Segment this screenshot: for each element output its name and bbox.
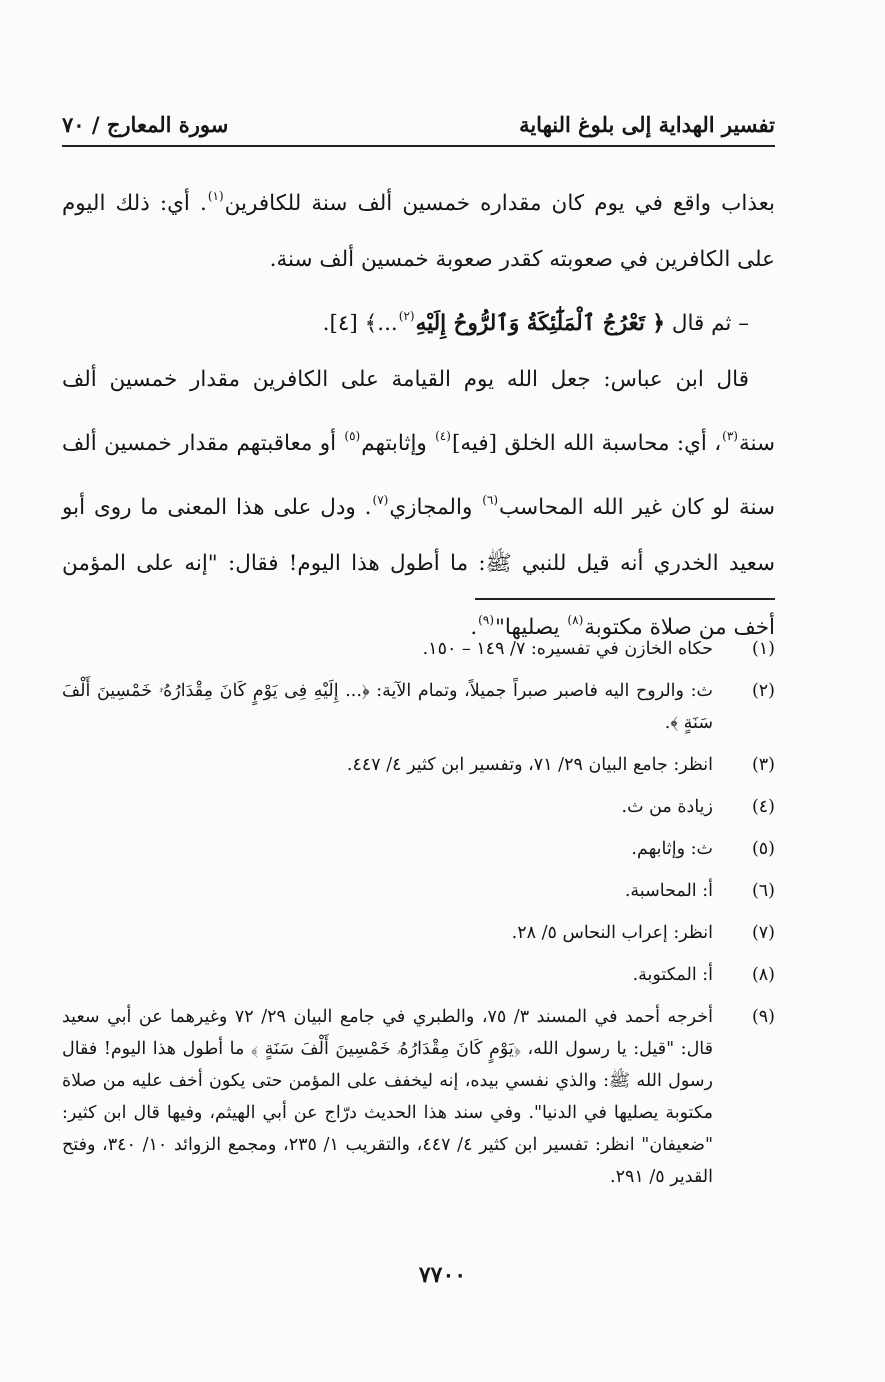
footnote-number: (١)	[751, 639, 775, 659]
paragraph-text: وإثابتهم	[361, 431, 435, 456]
footnotes-list	[62, 633, 775, 1203]
footnote-text: ث: وإثابهم.	[631, 839, 713, 859]
footnote-ref-5: (٥)	[344, 429, 361, 443]
footnote-separator	[475, 598, 775, 600]
footnote-item	[62, 749, 775, 781]
footnote-number: (٩)	[751, 1007, 775, 1027]
paragraph-text: ...﴾ [٤].	[322, 311, 398, 336]
footnote-text: انظر: جامع البيان ٢٩/ ٧١، وتفسير ابن كثير ٤/ ٤٤٧.	[346, 755, 713, 775]
footnote-text: حكاه الخازن في تفسيره: ٧/ ١٤٩ – ١٥٠.	[422, 639, 713, 659]
footnote-item	[62, 875, 775, 907]
footnote-ref-6: (٦)	[482, 493, 499, 507]
footnote-item	[62, 675, 775, 739]
paragraph-text: يصليها"	[495, 615, 567, 640]
paragraph-text: .	[470, 615, 478, 640]
paragraph-text: قال ابن عباس: جعل الله يوم القيامة على الكافرين مقدار خمسين ألف سنة	[62, 367, 775, 456]
footnote-item	[62, 917, 775, 949]
footnote-text: ث: والروح اليه فاصبر صبراً جميلاً، وتمام الآية: ﴿... إِلَيْهِ فِى يَوْمٍ كَانَ مِقْدَارُهُۥ خَمْسِينَ أَلْفَ سَنَةٍ ﴾.	[62, 681, 713, 733]
paragraph-text: بعذاب واقع في يوم كان مقداره خمسين ألف سنة للكافرين	[224, 191, 776, 216]
footnote-text: زيادة من ث.	[621, 797, 713, 817]
footnote-item	[62, 1001, 775, 1193]
footnote-item	[62, 791, 775, 823]
header-rule	[62, 145, 775, 147]
footnote-ref-2: (٢)	[398, 309, 415, 323]
footnote-item	[62, 959, 775, 991]
quran-verse: ﴿ تَعْرُجُ ٱلْمَلَٰٓئِكَةُ وَٱلرُّوحُ إِلَيْهِ	[415, 311, 665, 336]
page-number: ٧٧٠٠	[418, 1262, 467, 1288]
footnote-number: (٧)	[751, 923, 775, 943]
paragraph-text: . ودل على هذا المعنى ما روى أبو سعيد الخدري أنه قيل للنبي ﷺ: ما أطول هذا اليوم! فقال: "إنه على المؤمن أخف من صلاة مكتوبة	[62, 495, 775, 640]
footnote-ref-9: (٩)	[478, 613, 494, 627]
footnote-ref-7: (٧)	[372, 493, 389, 507]
footnote-item	[62, 633, 775, 665]
footnote-text: انظر: إعراب النحاس ٥/ ٢٨.	[511, 923, 713, 943]
footnote-number: (٦)	[751, 881, 775, 901]
paragraph-1	[62, 168, 775, 288]
footnote-ref-8: (٨)	[567, 613, 584, 627]
paragraph-text: أو معاقبتهم مقدار خمسين ألف سنة لو كان غير الله المحاسب	[62, 431, 775, 520]
paragraph-2	[62, 288, 775, 352]
footnote-ref-3: (٣)	[722, 429, 738, 443]
paragraph-text: والمجازي	[389, 495, 482, 520]
running-header	[62, 95, 775, 137]
paragraph-3	[62, 352, 775, 656]
header-book-title: تفسير الهداية إلى بلوغ النهاية	[519, 112, 775, 137]
footnote-number: (٤)	[751, 797, 775, 817]
footnote-item	[62, 833, 775, 865]
footnote-number: (٢)	[751, 681, 775, 701]
paragraph-text: ، أي: محاسبة الله الخلق [فيه]	[451, 431, 722, 456]
footnote-text: أ: المحاسبة.	[624, 881, 713, 901]
footnote-text: أخرجه أحمد في المسند ٣/ ٧٥، والطبري في جامع البيان ٢٩/ ٧٢ وغيرهما عن أبي سعيد قال: "قيل: يا رسول الله، ﴿يَوْمٍ كَانَ مِقْدَارُهُۥ خَمْسِينَ أَلْفَ سَنَةٍ ﴾ ما أطول هذا اليوم! فقال رسول الله ﷺ: والذي نفسي بيده، إنه ليخفف على المؤمن حتى يكون أخف عليه من صلاة مكتوبة يصليها في الدنيا". وفي سند هذا الحديث درّاج عن أبي الهيثم، وفيها قال ابن كثير: "ضعيفان" انظر: تفسير ابن كثير ٤/ ٤٤٧، والتقريب ١/ ٢٣٥، ومجمع الزوائد ١٠/ ٣٤٠، وفتح القدير ٥/ ٢٩١.	[62, 1007, 714, 1187]
footnote-ref-1: (١)	[207, 189, 224, 203]
paragraph-text: – ثم قال	[665, 311, 749, 336]
footnote-number: (٨)	[751, 965, 775, 985]
footnote-text: أ: المكتوبة.	[632, 965, 713, 985]
main-text	[62, 168, 775, 656]
paragraph-text: . أي: ذلك اليوم على الكافرين في صعوبته كقدر صعوبة خمسين ألف سنة.	[62, 191, 775, 272]
footnote-ref-4: (٤)	[435, 429, 451, 443]
header-surah-title: سورة المعارج / ٧٠	[62, 112, 229, 137]
footnote-number: (٣)	[751, 755, 775, 775]
footnote-number: (٥)	[751, 839, 775, 859]
